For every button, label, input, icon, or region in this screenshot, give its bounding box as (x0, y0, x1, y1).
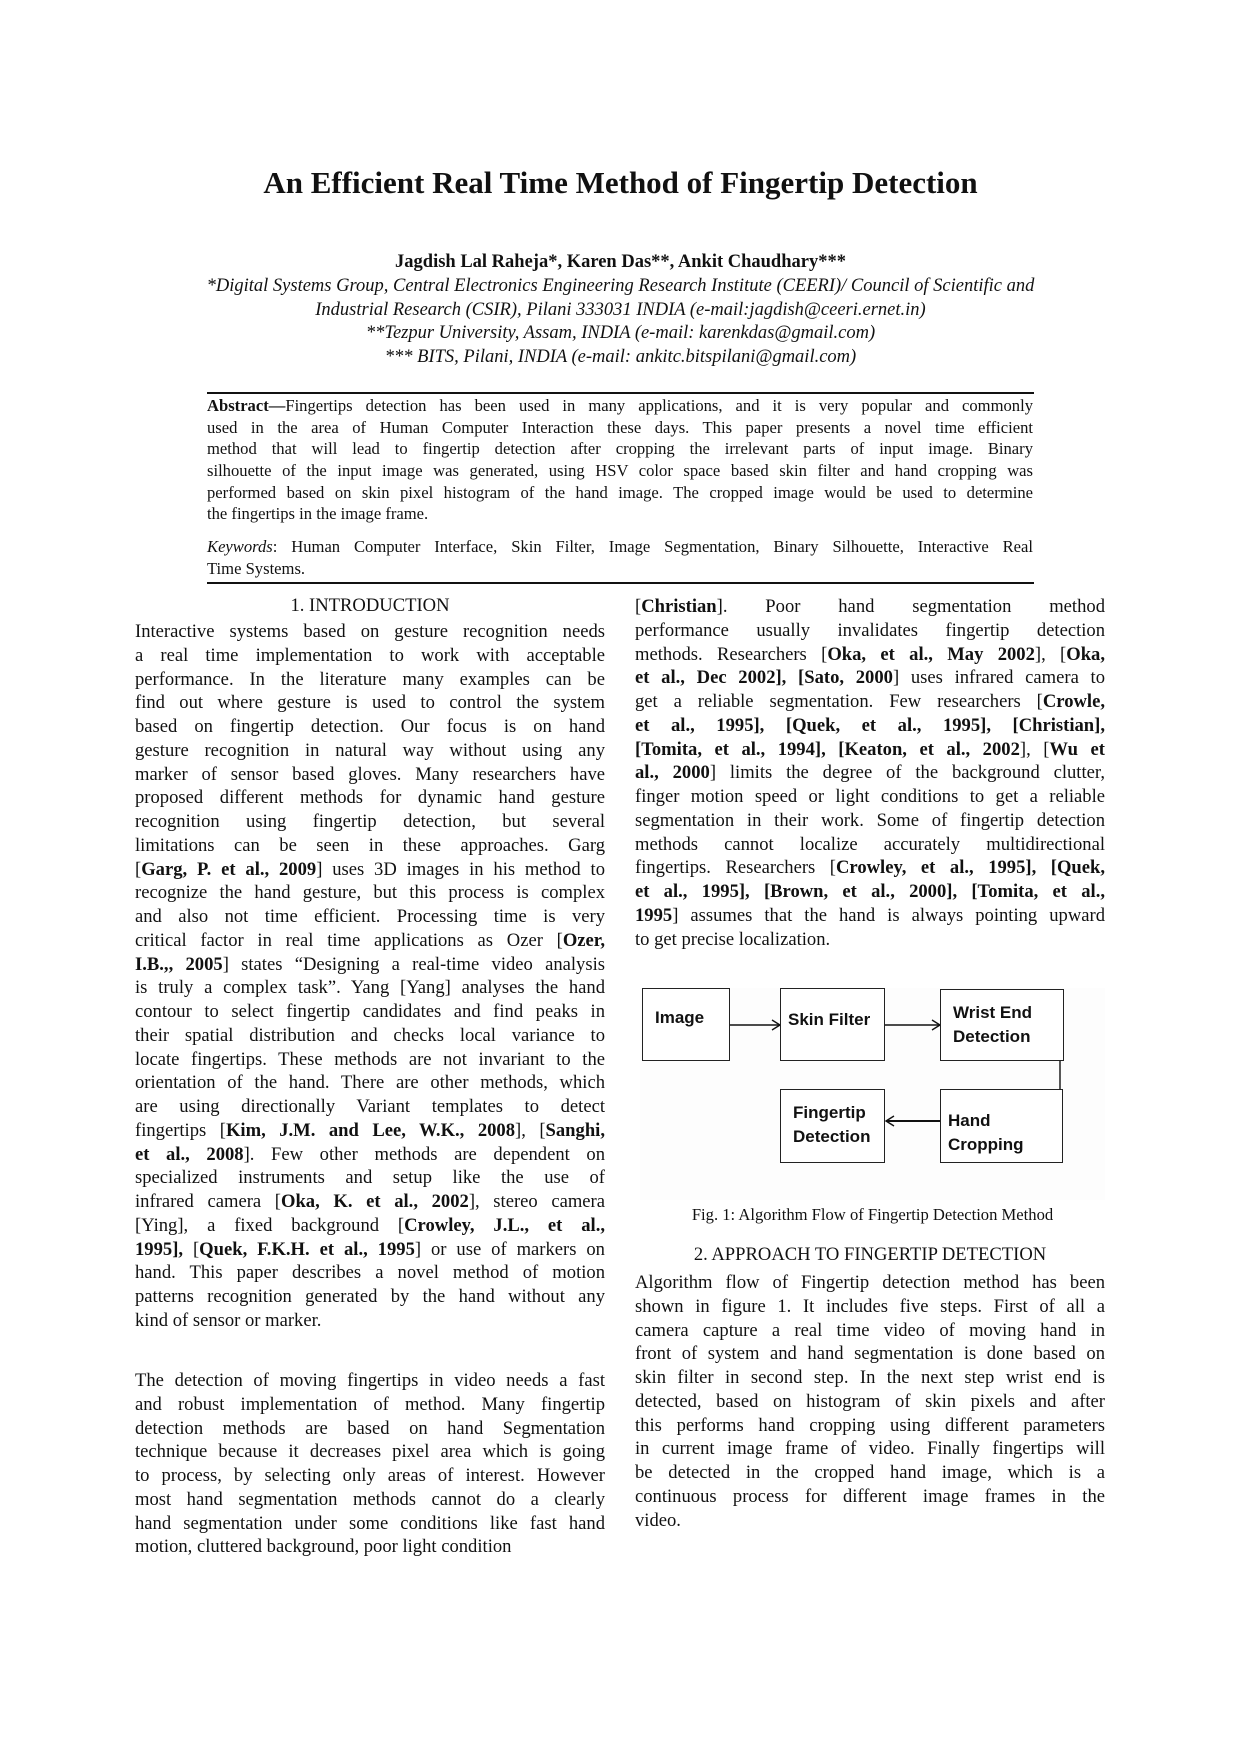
text-line: Interactive systems based on gesture recognition needs (135, 621, 605, 642)
text-line: shown in figure 1. It includes five steps. First of all a (635, 1295, 1105, 1317)
text-line: contour to select fingertip candidates and find peaks in (135, 1001, 605, 1022)
text-line: continuous process for different image frames in the (635, 1485, 1105, 1507)
figure-caption: Fig. 1: Algorithm Flow of Fingertip Detection Method (691, 1205, 1054, 1224)
text-line: recognize the hand gesture, but this process is complex (135, 882, 605, 904)
text-line: video. (635, 1509, 681, 1531)
flow-box-image: Image (642, 988, 730, 1061)
section-heading-approach: 2. APPROACH TO FINGERTIP DETECTION (693, 1244, 1047, 1265)
text-line: patterns recognition generated by the hand without any (135, 1286, 605, 1307)
text-line: [Tomita, et al., 1994], [Keaton, et al., 2002], [Wu et (635, 738, 1105, 760)
abstract-line: performed based on skin pixel histogram of the hand image. The cropped image would be used to determine (207, 482, 1033, 502)
text-line: methods. Researchers [Oka, et al., May 2002], [Oka, (635, 643, 1105, 665)
flow-box-skin-filter: Skin Filter (780, 988, 885, 1061)
text-line: motion, cluttered background, poor light condition (135, 1536, 512, 1558)
abstract-bottom-rule (207, 582, 1034, 584)
text-line: limitations can be seen in these approaches. Garg (135, 834, 605, 856)
text-line: gesture recognition in natural way without using any (135, 739, 605, 761)
section-heading-introduction: 1. INTRODUCTION (290, 595, 450, 616)
text-line: locate fingertips. These methods are not invariant to the (135, 1048, 605, 1070)
text-line: finger motion speed or light conditions to get a reliable (635, 786, 1105, 807)
text-line: front of system and hand segmentation is done based on (635, 1343, 1105, 1365)
abstract: Abstract—Fingertips detection has been used in many applications, and it is very popular and commonly used in the area of Human Computer Interaction these days. This paper presents a novel time efficient method that will lead to fingertip detection after cropping the irrelevant parts of input image. Binary silhouette of the input image was generated, using HSV color space based skin filter and hand cropping was performed based on skin pixel histogram of the hand image. The cropped image would be used to determine the fingertips in the image frame. (207, 396, 1033, 524)
text-line: 1995] assumes that the hand is always pointing upward (635, 904, 1105, 926)
text-line: find out where gesture is used to control the system (135, 692, 605, 714)
abstract-label: Abstract (207, 396, 269, 415)
intro-paragraph-continued (635, 595, 1105, 951)
affiliation-line: **Tezpur University, Assam, INDIA (e-mail: karenkdas@gmail.com) (365, 323, 876, 343)
flow-box-fingertip-detection: Fingertip Detection (780, 1089, 885, 1163)
text-line: et al., Dec 2002], [Sato, 2000] uses infrared camera to (635, 667, 1106, 689)
text-line: in current image frame of video. Finally fingertips will (635, 1438, 1105, 1460)
affiliation-line: *** BITS, Pilani, INDIA (e-mail: ankitc.bitspilani@gmail.com) (384, 346, 857, 367)
keywords: Keywords: Human Computer Interface, Skin Filter, Image Segmentation, Binary Silhouette, Interactive Real Time Systems. (207, 537, 1033, 578)
text-line: is truly a complex task”. Yang [Yang] analyses the hand (135, 977, 605, 999)
text-line: [Ying], a fixed background [Crowley, J.L., et al., (135, 1214, 606, 1236)
text-line: segmentation in their work. Some of fingertip detection (635, 809, 1105, 831)
text-line: kind of sensor or marker. (135, 1309, 322, 1331)
text-line: most hand segmentation methods cannot do a clearly (135, 1488, 605, 1510)
keywords-label: Keywords (207, 537, 273, 556)
approach-paragraph (635, 1271, 1105, 1532)
intro-paragraph-2 (135, 1369, 605, 1559)
text-line: technique because it decreases pixel area which is going (135, 1441, 605, 1463)
text-line: get a reliable segmentation. Few researchers [Crowle, (635, 691, 1105, 712)
text-line: are using directionally Variant templates to detect (135, 1096, 605, 1117)
text-line: be detected in the cropped hand image, which is a (635, 1462, 1105, 1483)
flow-box-hand-cropping: Hand Cropping (940, 1089, 1063, 1163)
text-line: marker of sensor based gloves. Many researchers have (135, 763, 605, 785)
text-line: proposed different methods for dynamic hand gesture (135, 787, 605, 809)
text-line: recognition using fingertip detection, but several (135, 811, 605, 832)
affiliation-line: *Digital Systems Group, Central Electronics Engineering Research Institute (CEERI)/ Council of Scientific and (206, 276, 1035, 296)
flow-box-wrist-end-detection: Wrist End Detection (940, 989, 1064, 1061)
text-line: fingertips. Researchers [Crowley, et al., 1995], [Quek, (635, 857, 1105, 879)
keywords-line: Time Systems. (207, 558, 306, 578)
text-line: and also not time efficient. Processing time is very (135, 906, 605, 927)
text-line: 1995], [Quek, F.K.H. et al., 1995] or use of markers on (135, 1238, 605, 1260)
text-line: [Garg, P. et al., 2009] uses 3D images in his method to (135, 858, 606, 880)
text-line: critical factor in real time applications as Ozer [Ozer, (135, 929, 605, 951)
abstract-top-rule (207, 392, 1034, 394)
text-line: Algorithm flow of Fingertip detection method has been (635, 1272, 1105, 1293)
intro-paragraph-1 (135, 620, 605, 1333)
abstract-line: the fingertips in the image frame. (207, 504, 429, 524)
affiliation-line: Industrial Research (CSIR), Pilani 333031 INDIA (e-mail:jagdish@ceeri.ernet.in) (315, 299, 926, 320)
author-list: Jagdish Lal Raheja*, Karen Das**, Ankit Chaudhary*** (395, 252, 846, 272)
text-line: detection methods are based on hand Segmentation (135, 1417, 605, 1439)
text-line: this performs hand cropping using different parameters (635, 1414, 1105, 1436)
text-line: hand. This paper describes a novel method of motion (135, 1262, 605, 1284)
text-line: detected, based on histogram of skin pixels and after (635, 1390, 1105, 1412)
text-line: methods cannot localize accurately multidirectional (635, 833, 1105, 855)
text-line: based on fingertip detection. Our focus is on hand (135, 716, 605, 737)
text-line: to get precise localization. (635, 928, 831, 950)
text-line: specialized instruments and setup like the use of (135, 1167, 605, 1189)
text-line: orientation of the hand. There are other methods, which (135, 1072, 605, 1094)
text-line: performance usually invalidates fingertip detection (635, 619, 1105, 641)
abstract-line: used in the area of Human Computer Interaction these days. This paper presents a novel time efficient (207, 417, 1033, 437)
text-line: fingertips [Kim, J.M. and Lee, W.K., 2008], [Sanghi, (135, 1119, 605, 1141)
text-line: a real time implementation to work with acceptable (135, 644, 605, 666)
text-line: performance. In the literature many examples can be (135, 668, 605, 690)
text-line: The detection of moving fingertips in video needs a fast (135, 1370, 605, 1391)
text-line: camera capture a real time video of moving hand in (635, 1319, 1105, 1341)
figure-algorithm-flow (640, 988, 1105, 1200)
text-line: skin filter in second step. In the next step wrist end is (635, 1367, 1105, 1388)
abstract-line: silhouette of the input image was generated, using HSV color space based skin filter and hand cropping was (207, 461, 1033, 481)
text-line: et al., 1995], [Quek, et al., 1995], [Christian], (635, 714, 1105, 736)
abstract-line: method that will lead to fingertip detection after cropping the irrelevant parts of input image. Binary (207, 439, 1033, 459)
paper-title: An Efficient Real Time Method of Fingertip Detection (263, 165, 978, 200)
text-line: infrared camera [Oka, K. et al., 2002], stereo camera (135, 1191, 605, 1212)
text-line: their spatial distribution and checks local variance to (135, 1024, 605, 1046)
text-line: hand segmentation under some conditions like fast hand (135, 1512, 605, 1534)
text-line: I.B.,, 2005] states “Designing a real-time video analysis (135, 953, 605, 975)
text-line: and robust implementation of method. Many fingertip (135, 1393, 605, 1415)
text-line: to process, by selecting only areas of interest. However (135, 1465, 605, 1486)
text-line: [Christian]. Poor hand segmentation method (635, 596, 1105, 617)
text-line: et al., 1995], [Brown, et al., 2000], [Tomita, et al., (635, 881, 1105, 902)
text-line: al., 2000] limits the degree of the background clutter, (635, 762, 1105, 784)
text-line: et al., 2008]. Few other methods are dependent on (135, 1143, 605, 1165)
